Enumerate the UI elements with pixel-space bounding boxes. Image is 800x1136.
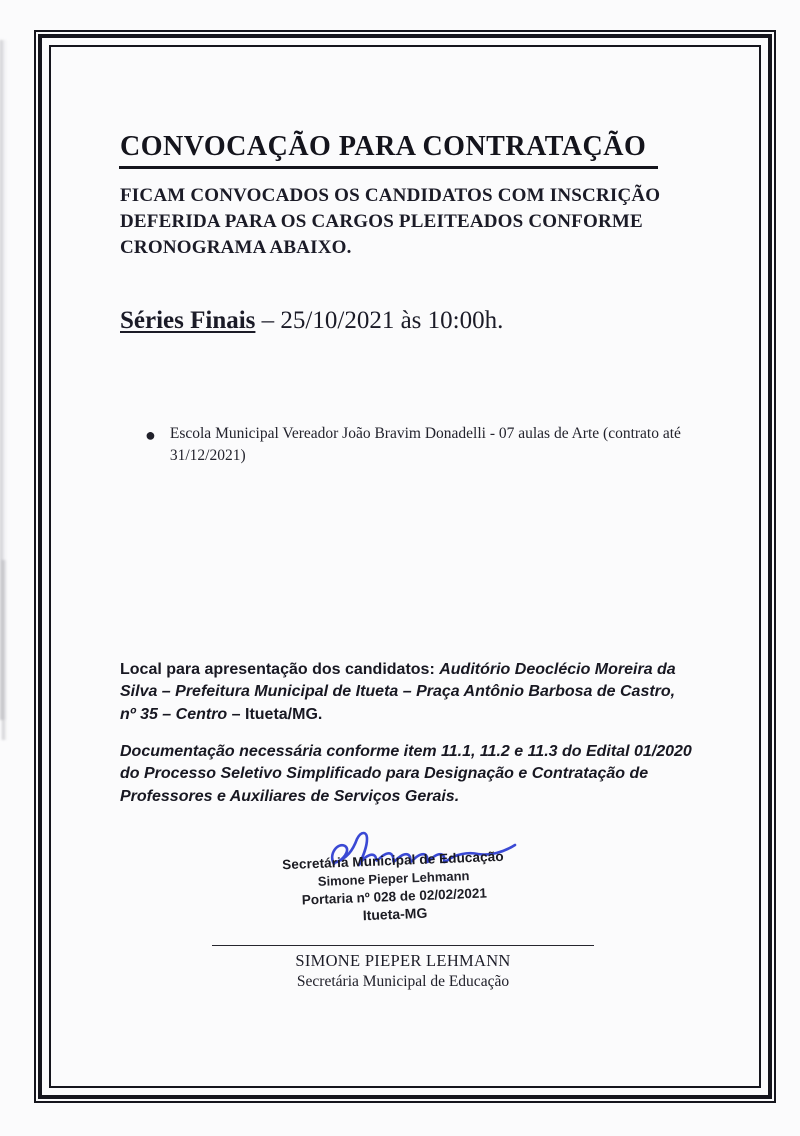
stamp-city: Itueta-MG xyxy=(362,904,428,924)
location-lead: Local para apresentação dos candidatos: xyxy=(120,661,440,678)
signature-line xyxy=(212,945,594,946)
schedule-datetime: – 25/10/2021 às 10:00h. xyxy=(255,307,504,334)
location-venue: Auditório Deoclécio Moreira da Silva – Prefeitura Municipal de Itueta – Praça Antônio Barbosa de Castro, nº 35 – Centro xyxy=(120,661,676,723)
list-item-text: Escola Municipal Vereador João Bravim Donadelli - 07 aulas de Arte (contrato até 31/12/2021) xyxy=(169,425,681,465)
location-paragraph xyxy=(120,659,692,726)
stamp-title: Secretária Municipal de Educação xyxy=(281,848,504,873)
bullet-icon: ● xyxy=(145,425,156,445)
stamp-name: Simone Pieper Lehmann xyxy=(317,868,470,889)
signatory-role: Secretária Municipal de Educação xyxy=(296,973,510,990)
list-item xyxy=(145,423,690,468)
secretary-stamp xyxy=(267,848,521,927)
signatory-name: SIMONE PIEPER LEHMANN xyxy=(295,951,511,970)
location-city: – Itueta/MG. xyxy=(227,705,323,723)
document-title: CONVOCAÇÃO PARA CONTRATAÇÃO xyxy=(119,131,658,169)
signature-block xyxy=(212,945,594,991)
schedule-line xyxy=(120,307,503,335)
intro-paragraph: FICAM CONVOCADOS OS CANDIDATOS COM INSCRIÇÃO DEFERIDA PARA OS CARGOS PLEITEADOS CONFORME CRONOGRAMA ABAIXO. xyxy=(120,185,661,259)
schedule-label: Séries Finais xyxy=(120,307,256,334)
documentation-paragraph: Documentação necessária conforme item 11.1, 11.2 e 11.3 do Edital 01/2020 do Processo Seletivo Simplificado para Designação e Contratação de Professores e Auxiliares de Serviços Gerais. xyxy=(120,743,692,805)
stamp-ordinance: Portaria nº 028 de 02/02/2021 xyxy=(301,885,488,908)
